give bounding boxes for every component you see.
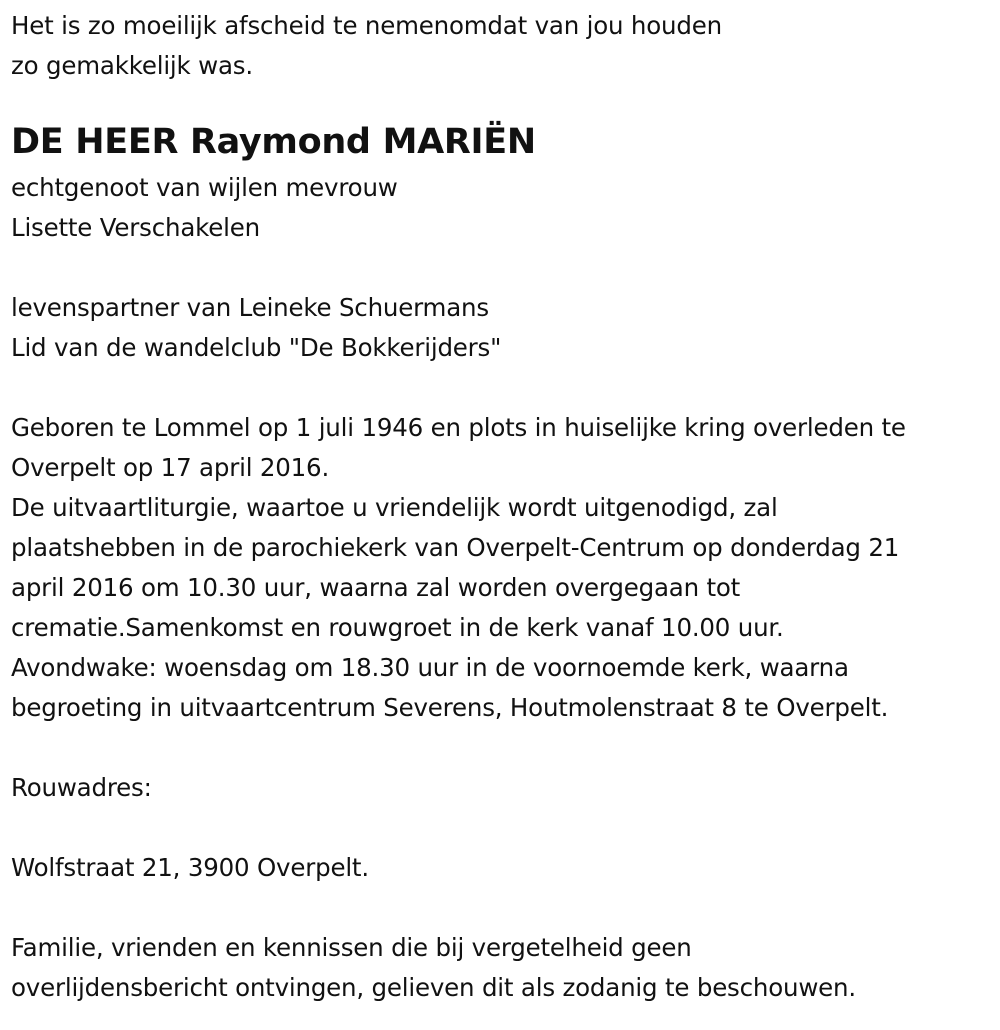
spacer bbox=[11, 248, 991, 288]
deceased-name: DE HEER Raymond MARIËN bbox=[11, 122, 536, 162]
partner-line: levenspartner van Leineke Schuermans bbox=[11, 293, 489, 322]
details-line: crematie.Samenkomst en rouwgroet in de kerk vanaf 10.00 uur. bbox=[11, 613, 784, 642]
spacer bbox=[11, 888, 991, 928]
obituary-notice bbox=[11, 6, 991, 1008]
address-label: Rouwadres: bbox=[11, 773, 152, 802]
details-line: Avondwake: woensdag om 18.30 uur in de voornoemde kerk, waarna bbox=[11, 653, 849, 682]
spacer bbox=[11, 368, 991, 408]
details-line: plaatshebben in de parochiekerk van Overpelt-Centrum op donderdag 21 bbox=[11, 533, 900, 562]
details-line: Overpelt op 17 april 2016. bbox=[11, 453, 330, 482]
closing-line-2: overlijdensbericht ontvingen, gelieven dit als zodanig te beschouwen. bbox=[11, 973, 856, 1002]
closing-line-1: Familie, vrienden en kennissen die bij vergetelheid geen bbox=[11, 933, 692, 962]
spacer bbox=[11, 728, 991, 768]
spouse-line-1: echtgenoot van wijlen mevrouw bbox=[11, 173, 398, 202]
intro-line-1: Het is zo moeilijk afscheid te nemenomdat van jou houden bbox=[11, 11, 722, 40]
club-line: Lid van de wandelclub "De Bokkerijders" bbox=[11, 333, 502, 362]
spouse-line-2: Lisette Verschakelen bbox=[11, 213, 260, 242]
address-value: Wolfstraat 21, 3900 Overpelt. bbox=[11, 853, 369, 882]
spacer bbox=[11, 808, 991, 848]
details-line: Geboren te Lommel op 1 juli 1946 en plots in huiselijke kring overleden te bbox=[11, 413, 906, 442]
intro-line-2: zo gemakkelijk was. bbox=[11, 51, 253, 80]
details-line: De uitvaartliturgie, waartoe u vriendelijk wordt uitgenodigd, zal bbox=[11, 493, 778, 522]
details-line: april 2016 om 10.30 uur, waarna zal worden overgegaan tot bbox=[11, 573, 741, 602]
details-line: begroeting in uitvaartcentrum Severens, Houtmolenstraat 8 te Overpelt. bbox=[11, 693, 889, 722]
